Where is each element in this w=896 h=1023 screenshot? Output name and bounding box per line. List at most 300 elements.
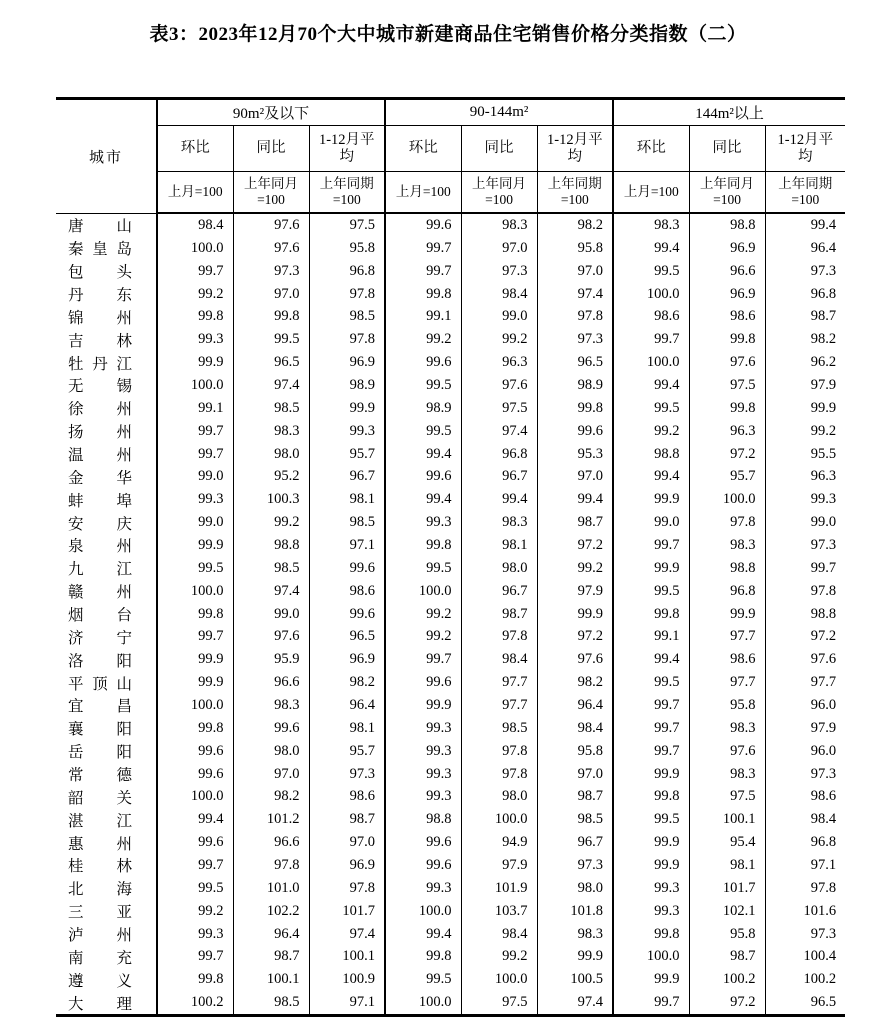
table-row <box>56 443 845 466</box>
value-cell: 99.5 <box>157 877 233 900</box>
city-name-text: 丹 东 <box>68 287 132 304</box>
city-name <box>56 237 157 260</box>
value-cell: 101.6 <box>765 900 845 923</box>
value-cell: 100.0 <box>385 991 461 1015</box>
value-cell: 96.4 <box>309 694 385 717</box>
value-cell: 97.7 <box>765 671 845 694</box>
value-cell: 99.5 <box>613 260 689 283</box>
table-row <box>56 648 845 671</box>
value-cell: 99.8 <box>613 785 689 808</box>
value-cell: 96.4 <box>765 237 845 260</box>
base-header-same-month-last-year: 上年同月=100 <box>233 172 309 214</box>
table-row <box>56 580 845 603</box>
value-cell: 98.4 <box>537 717 613 740</box>
value-cell: 99.2 <box>461 328 537 351</box>
city-name-text: 韶 关 <box>68 789 132 807</box>
table-row <box>56 831 845 854</box>
city-name <box>56 785 157 808</box>
table-row <box>56 465 845 488</box>
base-header-same-month-last-year: 上年同月=100 <box>689 172 765 214</box>
value-cell: 97.1 <box>309 991 385 1015</box>
table-row <box>56 991 845 1015</box>
value-cell: 96.8 <box>309 260 385 283</box>
base-header-prev-month: 上月=100 <box>157 172 233 214</box>
base-header-prev-month: 上月=100 <box>385 172 461 214</box>
value-cell: 99.0 <box>613 511 689 534</box>
value-cell: 98.6 <box>765 785 845 808</box>
value-cell: 95.8 <box>689 923 765 946</box>
value-cell: 99.3 <box>613 877 689 900</box>
value-cell: 97.9 <box>537 580 613 603</box>
value-cell: 97.7 <box>689 671 765 694</box>
value-cell: 102.2 <box>233 900 309 923</box>
value-cell: 96.5 <box>309 625 385 648</box>
value-cell: 95.8 <box>689 694 765 717</box>
value-cell: 99.4 <box>461 488 537 511</box>
value-cell: 98.3 <box>689 717 765 740</box>
table-row <box>56 785 845 808</box>
value-cell: 97.2 <box>765 625 845 648</box>
value-cell: 99.5 <box>385 557 461 580</box>
value-cell: 96.7 <box>309 465 385 488</box>
value-cell: 99.2 <box>461 946 537 969</box>
value-cell: 100.0 <box>157 785 233 808</box>
city-name-text: 徐 州 <box>68 401 132 419</box>
value-cell: 96.5 <box>765 991 845 1015</box>
value-cell: 99.4 <box>385 923 461 946</box>
value-cell: 97.6 <box>461 374 537 397</box>
metric-header-yoy: 同比 <box>461 126 537 172</box>
value-cell: 98.0 <box>233 443 309 466</box>
value-cell: 98.3 <box>233 420 309 443</box>
city-name <box>56 923 157 946</box>
value-cell: 99.9 <box>385 694 461 717</box>
value-cell: 97.0 <box>233 283 309 306</box>
value-cell: 99.5 <box>613 808 689 831</box>
value-cell: 99.9 <box>157 351 233 374</box>
value-cell: 99.3 <box>385 511 461 534</box>
value-cell: 99.9 <box>689 603 765 626</box>
city-name <box>56 305 157 328</box>
value-cell: 97.6 <box>689 351 765 374</box>
city-name <box>56 625 157 648</box>
value-cell: 99.5 <box>385 420 461 443</box>
value-cell: 98.6 <box>613 305 689 328</box>
value-cell: 99.8 <box>233 305 309 328</box>
value-cell: 98.8 <box>689 213 765 237</box>
value-cell: 99.9 <box>765 397 845 420</box>
value-cell: 99.7 <box>613 534 689 557</box>
value-cell: 98.5 <box>233 991 309 1015</box>
value-cell: 96.2 <box>765 351 845 374</box>
value-cell: 99.2 <box>613 420 689 443</box>
value-cell: 95.8 <box>537 740 613 763</box>
table-row <box>56 946 845 969</box>
value-cell: 99.7 <box>613 717 689 740</box>
value-cell: 97.8 <box>233 854 309 877</box>
value-cell: 99.2 <box>233 511 309 534</box>
city-name <box>56 511 157 534</box>
value-cell: 96.3 <box>765 465 845 488</box>
value-cell: 97.0 <box>537 465 613 488</box>
value-cell: 98.6 <box>309 580 385 603</box>
value-cell: 97.2 <box>537 534 613 557</box>
value-cell: 96.9 <box>309 854 385 877</box>
value-cell: 99.1 <box>157 397 233 420</box>
city-name-text: 北 海 <box>68 881 132 899</box>
city-name-text: 泸 州 <box>68 927 132 945</box>
value-cell: 98.3 <box>613 213 689 237</box>
metric-header-avg: 1-12月平均 <box>537 126 613 172</box>
value-cell: 95.3 <box>537 443 613 466</box>
value-cell: 95.7 <box>689 465 765 488</box>
value-cell: 99.3 <box>157 488 233 511</box>
value-cell: 97.5 <box>689 785 765 808</box>
value-cell: 100.0 <box>157 374 233 397</box>
value-cell: 99.5 <box>385 968 461 991</box>
value-cell: 100.0 <box>461 808 537 831</box>
value-cell: 97.3 <box>537 854 613 877</box>
value-cell: 99.6 <box>157 740 233 763</box>
value-cell: 98.1 <box>309 717 385 740</box>
city-name-text: 赣 州 <box>68 584 132 602</box>
value-cell: 97.5 <box>461 991 537 1015</box>
value-cell: 97.6 <box>233 625 309 648</box>
page <box>0 22 896 1017</box>
value-cell: 96.8 <box>689 580 765 603</box>
table-row <box>56 808 845 831</box>
value-cell: 99.6 <box>385 213 461 237</box>
value-cell: 98.8 <box>689 557 765 580</box>
value-cell: 96.4 <box>233 923 309 946</box>
value-cell: 99.6 <box>385 465 461 488</box>
value-cell: 96.8 <box>765 831 845 854</box>
value-cell: 97.8 <box>461 625 537 648</box>
value-cell: 96.0 <box>765 740 845 763</box>
value-cell: 99.7 <box>385 648 461 671</box>
value-cell: 97.3 <box>765 534 845 557</box>
page-title: 表3：2023年12月70个大中城市新建商品住宅销售价格分类指数（二） <box>149 24 747 45</box>
table-row <box>56 694 845 717</box>
value-cell: 97.6 <box>233 237 309 260</box>
city-name <box>56 694 157 717</box>
value-cell: 100.0 <box>385 580 461 603</box>
table-row <box>56 763 845 786</box>
table-row <box>56 305 845 328</box>
value-cell: 99.4 <box>613 648 689 671</box>
value-cell: 97.3 <box>309 763 385 786</box>
value-cell: 99.8 <box>157 968 233 991</box>
value-cell: 96.6 <box>233 831 309 854</box>
value-cell: 98.9 <box>309 374 385 397</box>
value-cell: 97.5 <box>461 397 537 420</box>
value-cell: 97.8 <box>537 305 613 328</box>
value-cell: 97.8 <box>461 763 537 786</box>
value-cell: 97.4 <box>309 923 385 946</box>
value-cell: 95.8 <box>537 237 613 260</box>
value-cell: 96.6 <box>233 671 309 694</box>
value-cell: 99.3 <box>157 328 233 351</box>
city-name <box>56 808 157 831</box>
city-name-text: 唐 山 <box>68 218 132 236</box>
city-name <box>56 900 157 923</box>
value-cell: 99.7 <box>385 237 461 260</box>
table-row <box>56 557 845 580</box>
city-name <box>56 740 157 763</box>
value-cell: 99.6 <box>157 763 233 786</box>
value-cell: 98.3 <box>689 763 765 786</box>
value-cell: 98.7 <box>461 603 537 626</box>
value-cell: 96.8 <box>461 443 537 466</box>
metric-header-yoy: 同比 <box>233 126 309 172</box>
value-cell: 99.4 <box>613 374 689 397</box>
value-cell: 99.6 <box>157 831 233 854</box>
value-cell: 98.2 <box>309 671 385 694</box>
value-cell: 99.9 <box>613 557 689 580</box>
value-cell: 99.6 <box>537 420 613 443</box>
metric-header-mom: 环比 <box>613 126 689 172</box>
value-cell: 97.1 <box>765 854 845 877</box>
value-cell: 99.2 <box>157 900 233 923</box>
value-cell: 99.9 <box>613 831 689 854</box>
value-cell: 100.4 <box>765 946 845 969</box>
value-cell: 99.5 <box>157 557 233 580</box>
value-cell: 98.8 <box>765 603 845 626</box>
value-cell: 99.9 <box>613 968 689 991</box>
value-cell: 95.9 <box>233 648 309 671</box>
table-row <box>56 511 845 534</box>
value-cell: 96.7 <box>537 831 613 854</box>
city-name <box>56 534 157 557</box>
value-cell: 96.9 <box>689 237 765 260</box>
value-cell: 100.3 <box>233 488 309 511</box>
table-row <box>56 534 845 557</box>
metric-header-mom: 环比 <box>157 126 233 172</box>
value-cell: 99.6 <box>385 831 461 854</box>
city-name <box>56 260 157 283</box>
city-name <box>56 991 157 1015</box>
value-cell: 99.8 <box>613 923 689 946</box>
city-name <box>56 557 157 580</box>
value-cell: 99.5 <box>233 328 309 351</box>
base-header-same-period-last-year: 上年同期=100 <box>309 172 385 214</box>
value-cell: 99.4 <box>385 443 461 466</box>
value-cell: 98.0 <box>461 785 537 808</box>
value-cell: 99.6 <box>233 717 309 740</box>
value-cell: 99.5 <box>613 580 689 603</box>
value-cell: 99.7 <box>613 740 689 763</box>
value-cell: 99.9 <box>157 534 233 557</box>
metric-header-avg: 1-12月平均 <box>765 126 845 172</box>
city-name <box>56 351 157 374</box>
value-cell: 98.2 <box>537 671 613 694</box>
value-cell: 97.0 <box>309 831 385 854</box>
value-cell: 96.3 <box>461 351 537 374</box>
city-name-text: 常 德 <box>68 767 132 785</box>
city-name-text: 遵 义 <box>68 972 132 990</box>
value-cell: 99.7 <box>613 991 689 1015</box>
value-cell: 99.9 <box>157 671 233 694</box>
value-cell: 99.8 <box>157 603 233 626</box>
value-cell: 99.9 <box>613 854 689 877</box>
value-cell: 97.8 <box>461 740 537 763</box>
value-cell: 97.3 <box>765 763 845 786</box>
city-name <box>56 283 157 306</box>
city-name <box>56 763 157 786</box>
value-cell: 101.9 <box>461 877 537 900</box>
value-cell: 99.7 <box>157 443 233 466</box>
value-cell: 97.2 <box>689 991 765 1015</box>
value-cell: 98.7 <box>537 511 613 534</box>
value-cell: 99.6 <box>385 854 461 877</box>
value-cell: 99.9 <box>537 603 613 626</box>
value-cell: 99.2 <box>385 328 461 351</box>
value-cell: 97.8 <box>309 877 385 900</box>
value-cell: 100.1 <box>689 808 765 831</box>
value-cell: 96.4 <box>537 694 613 717</box>
table-row <box>56 717 845 740</box>
city-name <box>56 465 157 488</box>
city-name-text: 南 充 <box>68 949 132 967</box>
value-cell: 98.7 <box>537 785 613 808</box>
table-row <box>56 877 845 900</box>
value-cell: 99.9 <box>157 648 233 671</box>
value-cell: 97.7 <box>461 671 537 694</box>
base-header-same-period-last-year: 上年同期=100 <box>537 172 613 214</box>
value-cell: 98.7 <box>309 808 385 831</box>
value-cell: 99.7 <box>157 854 233 877</box>
value-cell: 99.9 <box>537 946 613 969</box>
value-cell: 98.9 <box>537 374 613 397</box>
value-cell: 95.5 <box>765 443 845 466</box>
value-cell: 100.2 <box>689 968 765 991</box>
value-cell: 99.4 <box>537 488 613 511</box>
table-row <box>56 420 845 443</box>
table-header <box>56 99 845 214</box>
value-cell: 97.4 <box>233 580 309 603</box>
value-cell: 99.4 <box>613 465 689 488</box>
value-cell: 99.4 <box>157 808 233 831</box>
city-name-text: 牡 丹 江 <box>68 355 132 373</box>
value-cell: 99.9 <box>309 397 385 420</box>
value-cell: 98.0 <box>461 557 537 580</box>
city-name-text: 无 锡 <box>68 378 132 396</box>
city-name-text: 岳 阳 <box>68 744 132 762</box>
value-cell: 99.1 <box>613 625 689 648</box>
city-name-text: 蚌 埠 <box>68 492 132 510</box>
value-cell: 98.0 <box>537 877 613 900</box>
value-cell: 99.2 <box>537 557 613 580</box>
value-cell: 99.8 <box>537 397 613 420</box>
value-cell: 99.9 <box>613 488 689 511</box>
city-name-text: 泉 州 <box>68 538 132 556</box>
value-cell: 94.9 <box>461 831 537 854</box>
city-name-text: 平 顶 山 <box>68 675 132 693</box>
city-name-text: 九 江 <box>68 561 132 579</box>
value-cell: 97.0 <box>233 763 309 786</box>
city-name <box>56 580 157 603</box>
city-name-text: 温 州 <box>68 447 132 465</box>
value-cell: 101.7 <box>689 877 765 900</box>
value-cell: 99.7 <box>157 625 233 648</box>
value-cell: 100.5 <box>537 968 613 991</box>
value-cell: 98.7 <box>765 305 845 328</box>
value-cell: 99.7 <box>157 420 233 443</box>
value-cell: 96.7 <box>461 465 537 488</box>
table-row <box>56 854 845 877</box>
value-cell: 99.7 <box>613 694 689 717</box>
value-cell: 98.5 <box>537 808 613 831</box>
value-cell: 97.8 <box>765 877 845 900</box>
value-cell: 97.8 <box>309 283 385 306</box>
value-cell: 98.2 <box>537 213 613 237</box>
city-name-text: 洛 阳 <box>68 652 132 670</box>
value-cell: 98.1 <box>309 488 385 511</box>
value-cell: 99.3 <box>385 877 461 900</box>
value-cell: 97.3 <box>233 260 309 283</box>
table-row <box>56 740 845 763</box>
value-cell: 98.5 <box>233 557 309 580</box>
base-header-same-period-last-year: 上年同期=100 <box>765 172 845 214</box>
value-cell: 98.6 <box>309 785 385 808</box>
value-cell: 102.1 <box>689 900 765 923</box>
value-cell: 100.2 <box>157 991 233 1015</box>
value-cell: 99.4 <box>385 488 461 511</box>
value-cell: 97.6 <box>233 213 309 237</box>
value-cell: 96.9 <box>309 351 385 374</box>
value-cell: 99.8 <box>157 305 233 328</box>
value-cell: 97.9 <box>765 374 845 397</box>
city-name-text: 济 宁 <box>68 629 132 647</box>
base-header-same-month-last-year: 上年同月=100 <box>461 172 537 214</box>
group-header-90-and-below: 90m²及以下 <box>157 99 385 126</box>
value-cell: 98.6 <box>689 305 765 328</box>
value-cell: 98.5 <box>309 305 385 328</box>
value-cell: 99.7 <box>765 557 845 580</box>
value-cell: 101.2 <box>233 808 309 831</box>
value-cell: 98.5 <box>233 397 309 420</box>
city-name-text: 宜 昌 <box>68 698 132 716</box>
value-cell: 99.6 <box>385 351 461 374</box>
city-name-text: 扬 州 <box>68 424 132 442</box>
city-name-text: 金 华 <box>68 469 132 487</box>
value-cell: 97.6 <box>537 648 613 671</box>
value-cell: 97.8 <box>309 328 385 351</box>
value-cell: 99.3 <box>385 740 461 763</box>
table-row <box>56 374 845 397</box>
value-cell: 97.3 <box>537 328 613 351</box>
value-cell: 99.3 <box>385 785 461 808</box>
value-cell: 99.0 <box>765 511 845 534</box>
value-cell: 99.8 <box>385 283 461 306</box>
value-cell: 97.4 <box>537 991 613 1015</box>
value-cell: 99.3 <box>309 420 385 443</box>
value-cell: 98.4 <box>461 923 537 946</box>
value-cell: 99.8 <box>689 328 765 351</box>
value-cell: 96.8 <box>765 283 845 306</box>
value-cell: 96.3 <box>689 420 765 443</box>
value-cell: 98.9 <box>385 397 461 420</box>
value-cell: 100.2 <box>765 968 845 991</box>
city-name-text: 安 庆 <box>68 515 132 533</box>
value-cell: 99.6 <box>385 671 461 694</box>
city-name <box>56 877 157 900</box>
value-cell: 99.8 <box>385 534 461 557</box>
value-cell: 98.5 <box>461 717 537 740</box>
table-row <box>56 260 845 283</box>
value-cell: 100.0 <box>385 900 461 923</box>
value-cell: 97.7 <box>461 694 537 717</box>
